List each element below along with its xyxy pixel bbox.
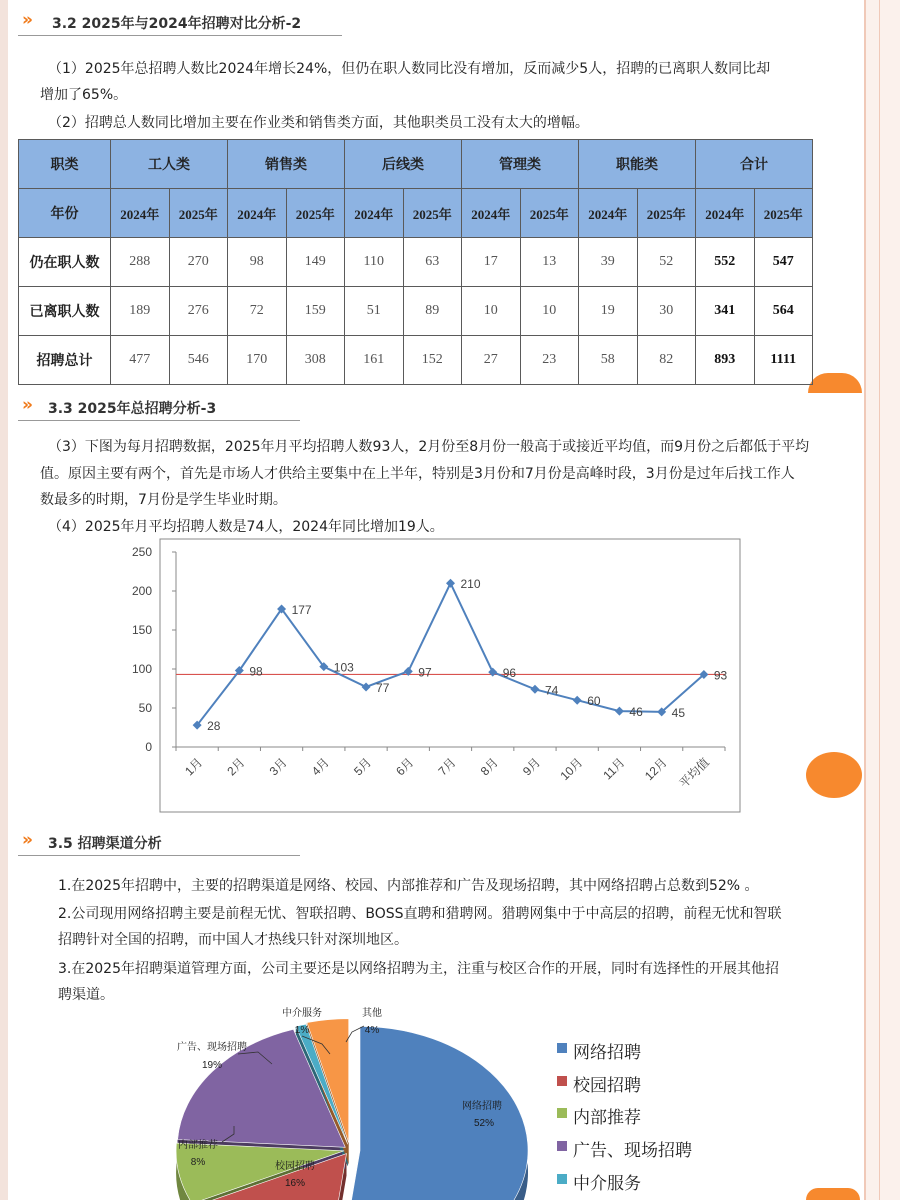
left-page-edge [0,0,8,1200]
legend-label: 内部推荐 [573,1108,641,1128]
section-title: 3.5 招聘渠道分析 [48,836,162,852]
table-category-header: 职能类 [579,140,696,189]
pie-slice-name-label: 校园招聘 [275,1161,315,1172]
table-cell: 189 [111,287,170,336]
pie-slice [339,1027,528,1200]
data-label: 45 [671,705,686,720]
x-tick-label: 3月 [266,755,290,779]
pie-slice-value-label: 52% [473,1118,495,1129]
chevron-right-icon: » [22,395,29,415]
data-label: 74 [544,683,559,698]
paragraph-4: （4）2025年月平均招聘人数是74人，2024年同比增加19人。 [48,519,444,535]
table-year-cell: 2025年 [403,189,462,238]
table-year-cell: 2024年 [462,189,521,238]
section-title: 3.2 2025年与2024年招聘对比分析-2 [52,16,302,32]
pie-slice-name-label: 其他 [362,1008,382,1019]
x-tick-label: 5月 [351,755,375,779]
x-tick-label: 1月 [182,755,206,779]
table-cell: 98 [228,238,287,287]
table-cell: 270 [169,238,228,287]
y-tick-label: 200 [131,584,152,598]
table-row-label: 仍在职人数 [19,238,111,287]
paragraph-1-cont: 增加了65%。 [40,87,128,103]
x-tick-label: 8月 [477,755,501,779]
legend-swatch [557,1043,567,1053]
table-cell: 82 [637,336,696,385]
table-cell: 159 [286,287,345,336]
table-cell: 72 [228,287,287,336]
table-corner-label: 职类 [19,140,111,189]
table-cell: 276 [169,287,228,336]
table-category-header: 后线类 [345,140,462,189]
orange-circle-decoration [806,1188,860,1200]
table-row-label: 已离职人数 [19,287,111,336]
x-tick-label: 4月 [308,755,332,779]
y-tick-label: 250 [131,545,152,559]
table-cell: 546 [169,336,228,385]
channel-item-2: 2.公司现用网络招聘主要是前程无忧、智联招聘、BOSS直聘和猎聘网。猎聘网集中于中高层的招聘，前程无忧和智联 招聘针对全国的招聘，而中国人才热线只针对深圳地区。 [58,906,782,948]
data-label: 77 [376,680,390,695]
table-cell: 52 [637,238,696,287]
table-cell: 308 [286,336,345,385]
table-cell: 30 [637,287,696,336]
table-year-cell: 2024年 [579,189,638,238]
data-label: 97 [418,665,432,680]
recruitment-channel-pie-chart [150,1002,550,1200]
legend-swatch [557,1174,567,1184]
x-tick-label: 2月 [224,755,248,779]
paragraph-2: （2）招聘总人数同比增加主要在作业类和销售类方面，其他职类员工没有太大的增幅。 [48,115,589,131]
section-heading-3-2 [18,10,342,36]
table-cell: 152 [403,336,462,385]
orange-circle-decoration [808,373,862,393]
table-row [19,336,813,385]
table-year-cell: 2025年 [520,189,579,238]
data-label: 177 [291,602,312,617]
orange-circle-decoration [806,752,862,798]
table-year-cell: 2024年 [696,189,755,238]
section-title: 3.3 2025年总招聘分析-3 [48,401,217,417]
table-cell: 19 [579,287,638,336]
recruitment-comparison-table [18,139,813,385]
y-tick-label: 100 [131,662,152,676]
pie-slice-value-label: 16% [284,1178,306,1189]
table-category-header: 合计 [696,140,813,189]
table-year-cell: 2024年 [111,189,170,238]
y-tick-label: 150 [131,623,152,637]
table-cell: 13 [520,238,579,287]
table-cell: 89 [403,287,462,336]
x-tick-label: 10月 [557,755,586,784]
table-cell: 110 [345,238,404,287]
data-label: 98 [249,664,263,679]
pie-slice-name-label: 网络招聘 [462,1101,502,1112]
table-total-cell: 547 [754,238,813,287]
data-label: 103 [333,660,354,675]
data-label: 210 [460,577,481,592]
right-page-edge [864,0,900,1200]
table-total-cell: 341 [696,287,755,336]
table-cell: 170 [228,336,287,385]
table-header-row [19,140,813,189]
table-year-cell: 2024年 [228,189,287,238]
section-heading-3-3 [18,395,300,421]
table-cell: 23 [520,336,579,385]
table-cell: 51 [345,287,404,336]
paragraph-3: （3）下图为每月招聘数据，2025年月平均招聘人数93人，2月份至8月份一般高于或接近平均值，而9月份之后都低于平均 [48,439,810,455]
chevron-right-icon: » [22,830,29,850]
table-row-label: 招聘总计 [19,336,111,385]
x-tick-label: 6月 [393,755,417,779]
table-category-header: 管理类 [462,140,579,189]
table-total-cell: 893 [696,336,755,385]
table-category-header: 工人类 [111,140,228,189]
paragraph-3-cont: 值。原因主要有两个，首先是市场人才供给主要集中在上半年，特别是3月份和7月份是高峰时段，3月份是过年后找工作人 数最多的时期，7月份是学生毕业时期。 [40,466,795,508]
table-cell: 477 [111,336,170,385]
table-cell: 10 [520,287,579,336]
table-cell: 17 [462,238,521,287]
table-cell: 63 [403,238,462,287]
data-label: 28 [207,719,221,734]
x-tick-label: 12月 [641,755,670,784]
pie-slice-value-label: 19% [201,1060,223,1071]
table-total-cell: 552 [696,238,755,287]
pie-slice-name-label: 内部推荐 [178,1140,218,1151]
y-tick-label: 50 [138,701,152,715]
pie-slice-value-label: 8% [190,1157,206,1168]
section-heading-3-5 [18,830,300,856]
table-year-cell: 2025年 [169,189,228,238]
legend-swatch [557,1108,567,1118]
pie-slice-value-label: 4% [364,1025,380,1036]
table-cell: 288 [111,238,170,287]
table-row [19,287,813,336]
x-tick-label: 9月 [519,755,544,779]
legend-label: 校园招聘 [573,1076,641,1096]
legend-swatch [557,1141,567,1151]
chevron-right-icon: » [22,10,29,30]
table-cell: 161 [345,336,404,385]
pie-slice-name-label: 广告、现场招聘 [177,1042,247,1053]
y-tick-label: 0 [145,740,152,754]
x-tick-label: 平均值 [676,755,713,791]
table-cell: 149 [286,238,345,287]
table-row [19,238,813,287]
table-total-cell: 1111 [754,336,813,385]
table-cell: 10 [462,287,521,336]
table-year-cell: 2025年 [286,189,345,238]
table-cell: 58 [579,336,638,385]
data-label: 93 [713,668,728,683]
table-year-cell: 2025年 [637,189,696,238]
table-total-cell: 564 [754,287,813,336]
channel-item-3: 3.在2025年招聘渠道管理方面，公司主要还是以网络招聘为主，注重与校区合作的开展，同时有选择性的开展其他招 聘渠道。 [58,961,779,1003]
monthly-recruitment-line-chart [112,538,742,816]
pie-slice-value-label: 1% [294,1025,310,1036]
data-label: 96 [502,666,517,681]
table-cell: 27 [462,336,521,385]
paragraph-1: （1）2025年总招聘人数比2024年增长24%，但仍在职人数同比没有增加，反而减少5人，招聘的已离职人数同比却 [48,61,771,77]
table-year-cell: 2024年 [345,189,404,238]
table-year-cell: 2025年 [754,189,813,238]
table-year-row [19,189,813,238]
pie-slice-name-label: 中介服务 [282,1008,322,1019]
legend-label: 网络招聘 [573,1043,641,1063]
right-edge-line [879,0,880,1200]
channel-item-1: 1.在2025年招聘中，主要的招聘渠道是网络、校园、内部推荐和广告及现场招聘，其中网络招聘占总数到52% 。 [58,878,759,894]
data-label: 60 [587,694,601,709]
table-year-label: 年份 [19,189,111,238]
x-tick-label: 7月 [435,755,459,779]
data-label: 46 [629,705,643,720]
table-category-header: 销售类 [228,140,345,189]
legend-label: 广告、现场招聘 [573,1141,692,1161]
legend-swatch [557,1076,567,1086]
legend-label: 中介服务 [573,1174,641,1194]
x-tick-label: 11月 [600,755,628,783]
table-cell: 39 [579,238,638,287]
